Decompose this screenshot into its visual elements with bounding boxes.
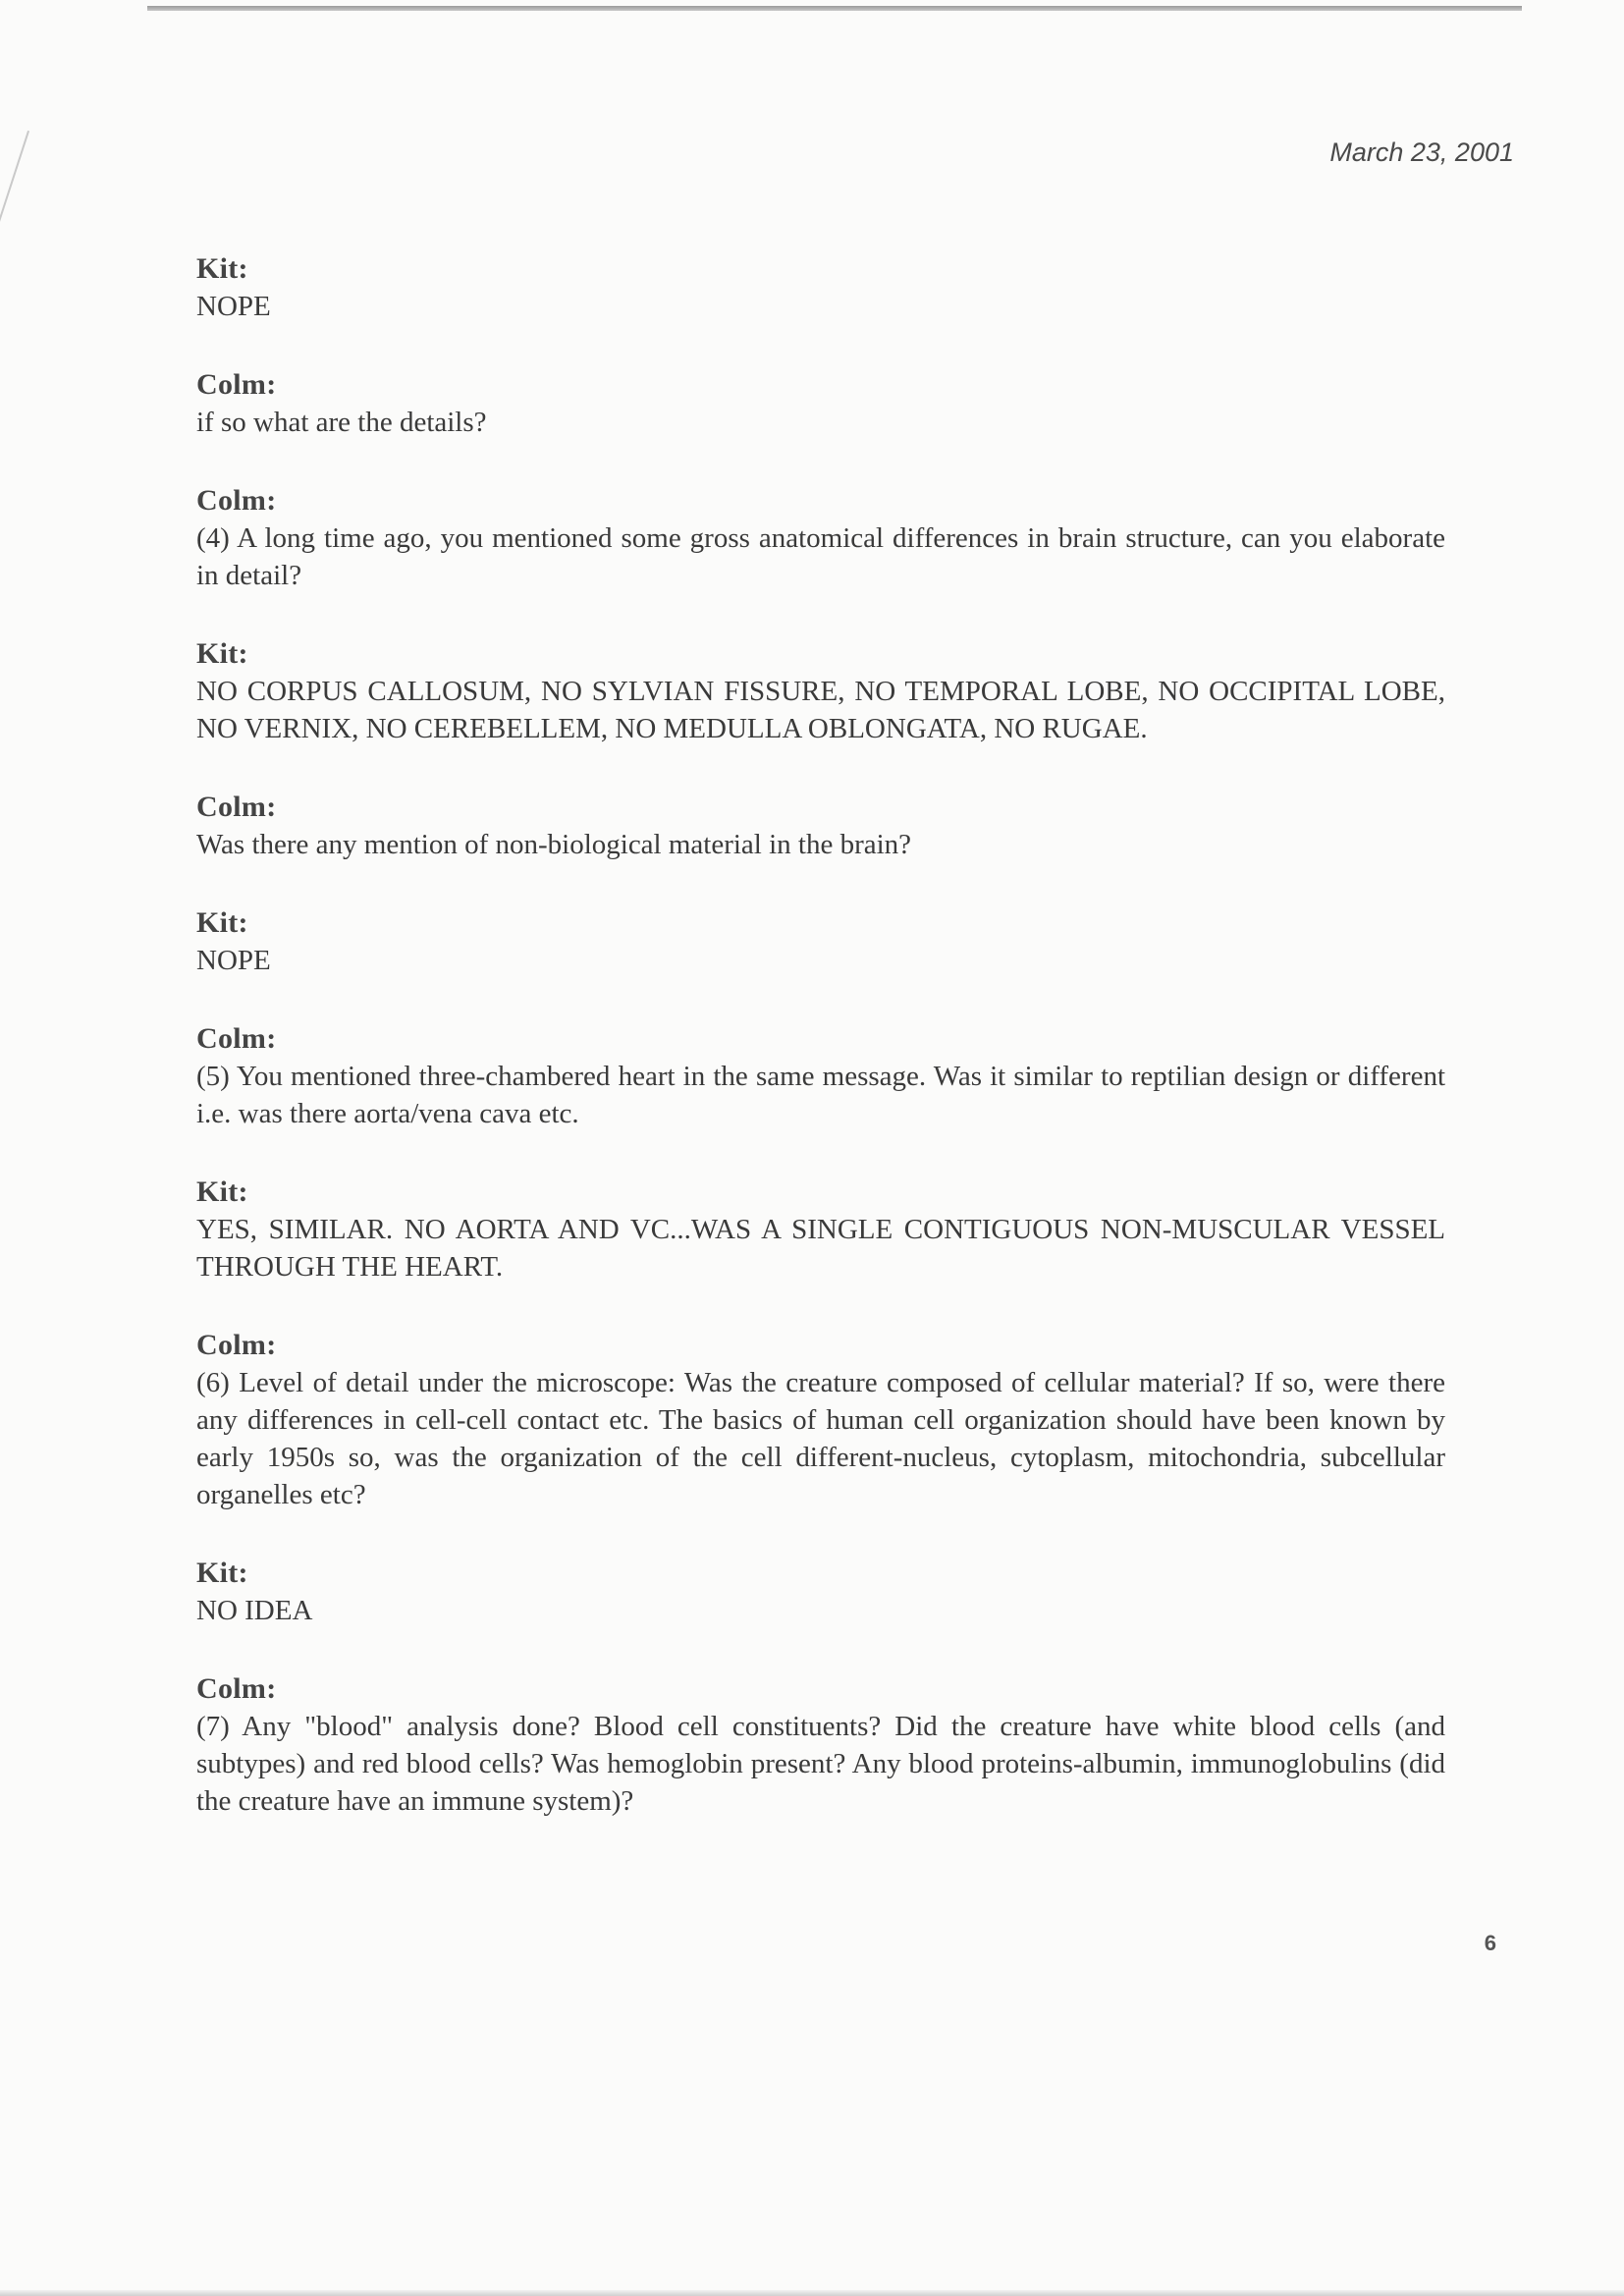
speaker-label: Colm:	[196, 484, 277, 517]
entry-text: (6) Level of detail under the microscope: Was the creature composed of cellular material? If so, were there any differences in cell-cell contact etc. The basics of human cell organization should have been known by early 1950s so, was the organization of the cell different-nucleus, cytoplasm, mitochondria, subcellular organelles etc?	[196, 1367, 1445, 1510]
page-date: March 23, 2001	[1329, 137, 1514, 167]
entry-text: NOPE	[196, 945, 271, 976]
speaker-label: Colm:	[196, 791, 277, 823]
entry-text: NO CORPUS CALLOSUM, NO SYLVIAN FISSURE, NO TEMPORAL LOBE, NO OCCIPITAL LOBE, NO VERNIX, NO CEREBELLEM, NO MEDULLA OBLONGATA, NO RUGAE.	[196, 676, 1445, 744]
transcript-entry	[196, 482, 1445, 594]
entry-text: if so what are the details?	[196, 407, 487, 438]
entry-text: NO IDEA	[196, 1595, 313, 1626]
entry-text: Was there any mention of non-biological material in the brain?	[196, 829, 912, 860]
speaker-label: Kit:	[196, 906, 248, 939]
transcript-entry	[196, 1020, 1445, 1132]
speaker-label: Kit:	[196, 637, 248, 670]
scan-smudge	[0, 131, 29, 252]
transcript-entry	[196, 904, 1445, 979]
speaker-label: Kit:	[196, 1557, 248, 1589]
transcript-entry	[196, 1174, 1445, 1285]
page-number: 6	[1484, 1931, 1496, 1955]
transcript-entry	[196, 250, 1445, 325]
speaker-label: Kit:	[196, 252, 248, 285]
speaker-label: Kit:	[196, 1175, 248, 1208]
entry-text: YES, SIMILAR. NO AORTA AND VC...WAS A SINGLE CONTIGUOUS NON-MUSCULAR VESSEL THROUGH THE HEART.	[196, 1214, 1445, 1283]
transcript-entry	[196, 789, 1445, 863]
transcript-entry	[196, 1555, 1445, 1629]
speaker-label: Colm:	[196, 368, 277, 401]
scan-top-edge	[147, 6, 1522, 11]
transcript	[196, 250, 1445, 1861]
transcript-entry	[196, 1327, 1445, 1513]
scan-bottom-edge	[0, 2290, 1624, 2296]
speaker-label: Colm:	[196, 1329, 277, 1361]
speaker-label: Colm:	[196, 1672, 277, 1705]
speaker-label: Colm:	[196, 1022, 277, 1055]
entry-text: (7) Any "blood" analysis done? Blood cell constituents? Did the creature have white blood cells (and subtypes) and red blood cells? Was hemoglobin present? Any blood proteins-albumin, immunoglobulins (did the creature have an immune system)?	[196, 1711, 1445, 1817]
transcript-entry	[196, 635, 1445, 747]
transcript-entry	[196, 366, 1445, 441]
entry-text: (5) You mentioned three-chambered heart in the same message. Was it similar to reptilian design or different i.e. was there aorta/vena cava etc.	[196, 1061, 1445, 1129]
entry-text: (4) A long time ago, you mentioned some gross anatomical differences in brain structure, can you elaborate in detail?	[196, 522, 1445, 591]
entry-text: NOPE	[196, 291, 271, 322]
transcript-entry	[196, 1670, 1445, 1820]
